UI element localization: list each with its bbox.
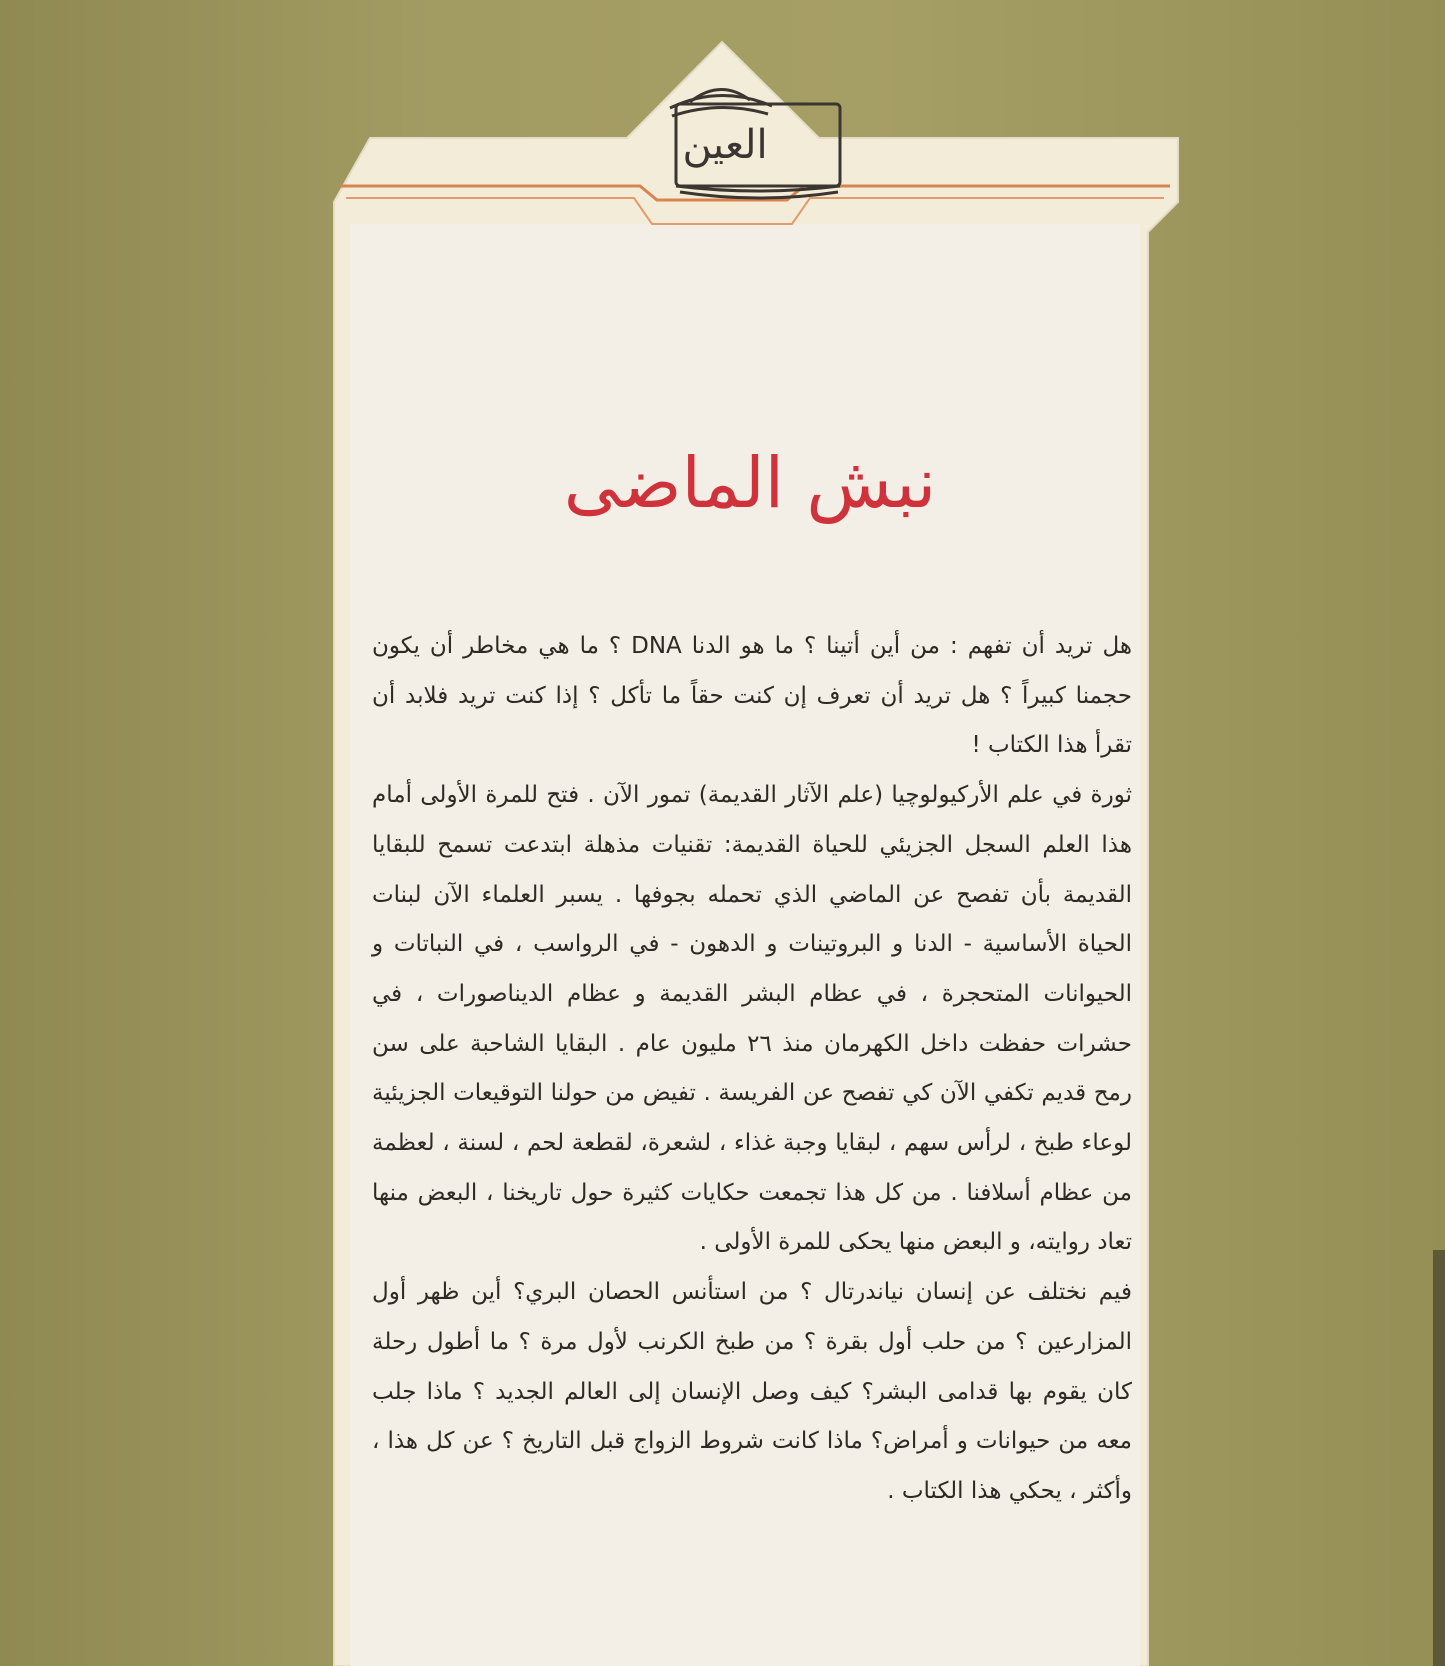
blurb-paragraph-3: فيم نختلف عن إنسان نياندرتال ؟ من استأنس الحصان البري؟ أين ظهر أول المزارعين ؟ من حلب أول بقرة ؟ من طبخ الكرنب لأول مرة ؟ ما أطول رحلة كان يقوم بها قدامى البشر؟ كيف وصل الإنسان إلى العالم الجديد ؟ ماذا جلب معه من حيوانات و أمراض؟ ماذا كانت شروط الزواج قبل التاريخ ؟ عن كل هذا ، وأكثر ، يحكي هذا الكتاب . <box>372 1279 1132 1504</box>
blurb-paragraph-1: هل تريد أن تفهم : من أين أتينا ؟ ما هو الدنا DNA ؟ ما هي مخاطر أن يكون حجمنا كبيراً ؟ هل تريد أن تعرف إن كنت حقاً ما تأكل ؟ إذا كنت تريد فلابد أن تقرأ هذا الكتاب ! <box>372 633 1133 759</box>
book-title: نبش الماضى <box>563 442 937 524</box>
blurb <box>372 622 1132 1517</box>
publisher-logo-text: العين <box>682 122 768 168</box>
blurb-paragraph-2: ثورة في علم الأركيولوچيا (علم الآثار القديمة) تمور الآن . فتح للمرة الأولى أمام هذا العلم السجل الجزيئي للحياة القديمة: تقنيات مذهلة ابتدعت تسمح للبقايا القديمة بأن تفصح عن الماضي الذي تحمله بجوفها . يسبر العلماء الآن لبنات الحياة الأساسية - الدنا و البروتينات و الدهون - في الرواسب ، في النباتات و الحيوانات المتحجرة ، في عظام البشر القديمة و عظام الديناصورات ، في حشرات حفظت داخل الكهرمان منذ ٢٦ مليون عام . البقايا الشاحبة على سن رمح قديم تكفي الآن كي تفصح عن الفريسة . تفيض من حولنا التوقيعات الجزيئية لوعاء طبخ ، لرأس سهم ، لبقايا وجبة غذاء ، لشعرة، لقطعة لحم ، لسنة ، لعظمة من عظام أسلافنا . من كل هذا تجمعت حكايات كثيرة حول تاريخنا ، البعض منها تعاد روايته، و البعض منها يحكى للمرة الأولى . <box>372 782 1132 1256</box>
